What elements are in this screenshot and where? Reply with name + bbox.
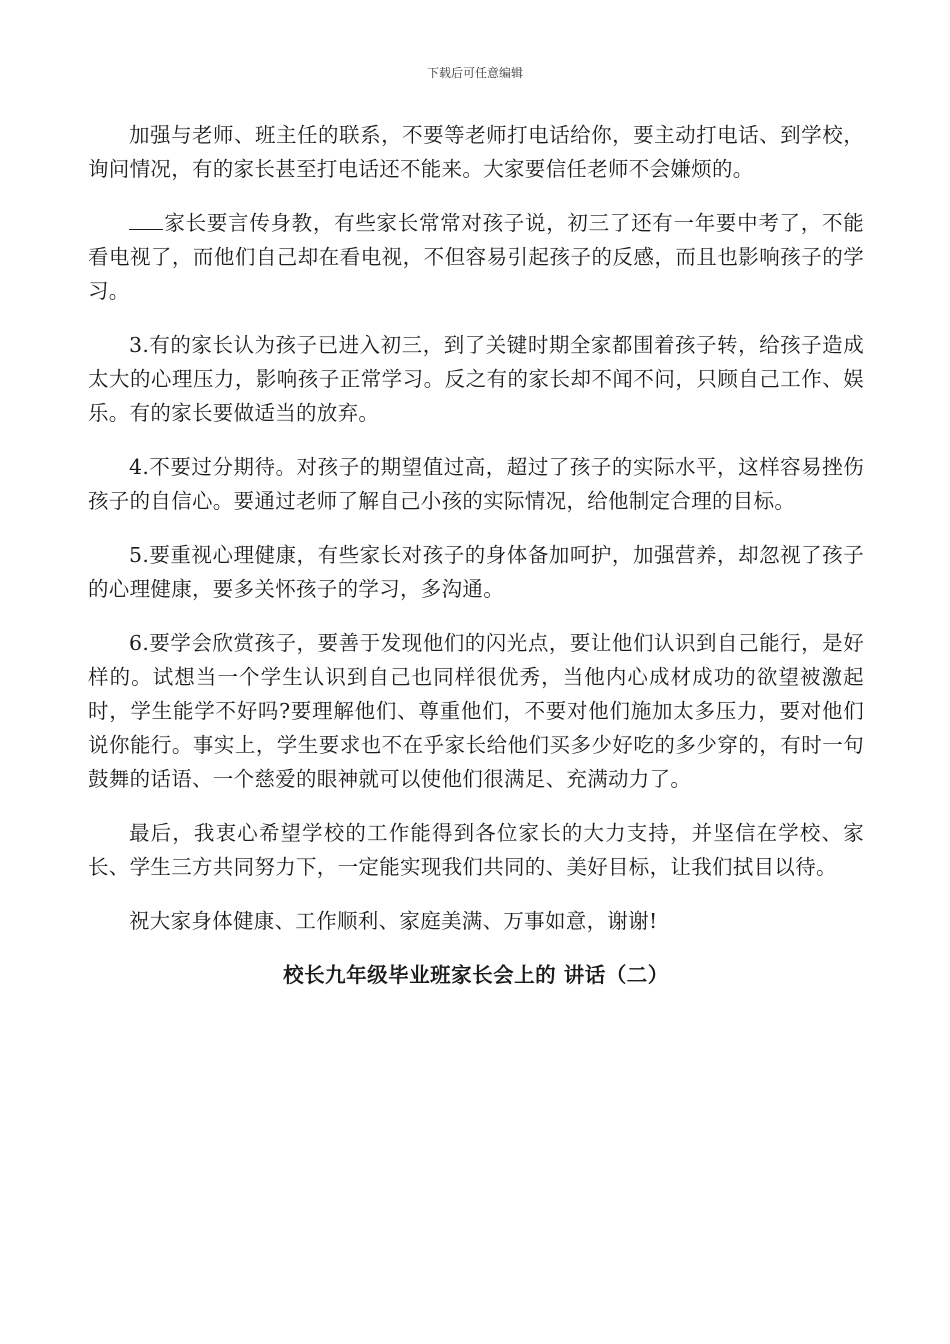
paragraph-closing: 最后，我衷心希望学校的工作能得到各位家长的大力支持，并坚信在学校、家长、学生三方共同努力下，一定能实现我们共同的、美好目标，让我们拭目以待。 — [88, 821, 864, 879]
paragraph-item-5: 5.要重视心理健康，有些家长对孩子的身体备加呵护，加强营养，却忽视了孩子的心理健康，要多关怀孩子的学习，多沟通。 — [88, 543, 864, 601]
paragraph-contact-teacher: 加强与老师、班主任的联系，不要等老师打电话给你，要主动打电话、到学校，询问情况，有的家长甚至打电话还不能来。大家要信任老师不会嫌烦的。 — [88, 123, 864, 181]
paragraph-lead-by-example — [88, 206, 864, 308]
paragraph-item-4: 4.不要过分期待。对孩子的期望值过高，超过了孩子的实际水平，这样容易挫伤孩子的自信心。要通过老师了解自己小孩的实际情况，给他制定合理的目标。 — [88, 455, 864, 513]
section-title: 校长九年级毕业班家长会上的 讲话（二） — [283, 963, 669, 987]
paragraph-wishes: 祝大家身体健康、工作顺利、家庭美满、万事如意，谢谢! — [129, 909, 658, 933]
page-header: 下载后可任意编辑 — [426, 66, 523, 80]
paragraph-lead-by-example-text: 家长要言传身教，有些家长常常对孩子说，初三了还有一年要中考了，不能看电视了，而他们自己却在看电视，不但容易引起孩子的反感，而且也影响孩子的学习。 — [88, 211, 864, 303]
document-body — [88, 118, 864, 988]
paragraph-item-6: 6.要学会欣赏孩子，要善于发现他们的闪光点，要让他们认识到自己能行，是好样的。试想当一个学生认识到自己也同样很优秀，当他内心成材成功的欲望被激起时，学生能学不好吗?要理解他们、尊重他们，不要对他们施加太多压力，要对他们说你能行。事实上，学生要求也不在乎家长给他们买多少好吃的多少穿的，有时一句鼓舞的话语、一个慈爱的眼神就可以使他们很满足、充满动力了。 — [88, 631, 864, 791]
paragraph-item-3: 3.有的家长认为孩子已进入初三，到了关键时期全家都围着孩子转，给孩子造成太大的心理压力，影响孩子正常学习。反之有的家长却不闻不问，只顾自己工作、娱乐。有的家长要做适当的放弃。 — [88, 333, 864, 425]
blank-underline — [129, 211, 163, 230]
